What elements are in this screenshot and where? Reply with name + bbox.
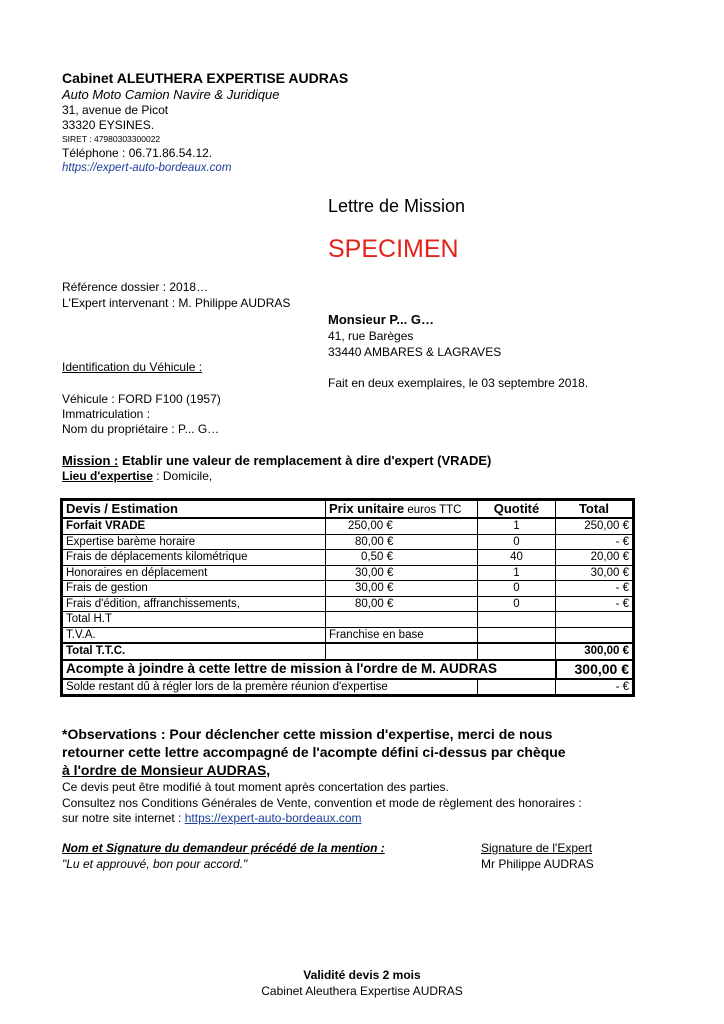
company-tagline: Auto Moto Camion Navire & Juridique [62, 87, 280, 102]
row-total: 250,00 € [556, 518, 633, 534]
table-row [63, 534, 633, 550]
row-qty [478, 627, 556, 643]
row-qty: 0 [478, 534, 556, 550]
vehicle-owner: Nom du propriétaire : P... G… [62, 422, 220, 436]
footer-validity: Validité devis 2 mois [303, 968, 421, 982]
total-ttc-empty [326, 643, 478, 660]
vehicle-model: Véhicule : FORD F100 (1957) [62, 392, 221, 406]
table-row [63, 550, 633, 566]
recipient-street: 41, rue Barèges [328, 329, 414, 343]
total-ttc-value: 300,00 € [556, 643, 633, 660]
row-price: 30,00 € [326, 581, 478, 597]
table-row [63, 581, 633, 597]
row-total [556, 612, 633, 628]
table-row [63, 612, 633, 628]
row-qty: 0 [478, 581, 556, 597]
observations-line-6 [62, 811, 362, 825]
acompte-value: 300,00 € [556, 660, 633, 679]
row-label: T.V.A. [63, 627, 326, 643]
signature-expert-title: Signature de l'Expert [481, 841, 593, 855]
row-label: Frais d'édition, affranchissements, [63, 596, 326, 612]
header-total: Total [556, 501, 633, 519]
company-address-city: 33320 EYSINES. [62, 118, 155, 132]
table-header-row [63, 501, 633, 519]
website-prefix: sur notre site internet : [62, 811, 185, 825]
devis-table [62, 500, 633, 695]
observations-line-4: Ce devis peut être modifié à tout moment après concertation des parties. [62, 780, 449, 794]
solde-value: - € [556, 679, 633, 695]
company-siret: SIRET : 47980303300022 [62, 134, 161, 144]
mission-label: Mission : [62, 453, 119, 468]
row-total: - € [556, 534, 633, 550]
header-quotite: Quotité [478, 501, 556, 519]
header-prix: Prix unitaire euros TTC [326, 501, 478, 519]
total-ttc-row [63, 643, 633, 660]
row-price: 0,50 € [326, 550, 478, 566]
total-ttc-empty [478, 643, 556, 660]
observations-line-3: à l'ordre de Monsieur AUDRAS, [62, 762, 271, 778]
document-title: Lettre de Mission [328, 196, 466, 216]
observations-line-2: retourner cette lettre accompagné de l'acompte défini ci-dessus par chèque [62, 744, 566, 760]
row-total: - € [556, 581, 633, 597]
row-qty: 0 [478, 596, 556, 612]
row-qty: 1 [478, 518, 556, 534]
lieu-line [62, 469, 212, 483]
row-qty: 40 [478, 550, 556, 566]
row-price: Franchise en base [326, 627, 478, 643]
lieu-label: Lieu d'expertise [62, 469, 153, 483]
signature-applicant-title: Nom et Signature du demandeur précédé de la mention : [62, 841, 385, 855]
row-label: Forfait VRADE [63, 518, 326, 534]
header-devis: Devis / Estimation [63, 501, 326, 519]
lieu-text: : Domicile, [152, 469, 213, 483]
row-price: 30,00 € [326, 565, 478, 581]
row-label: Total H.T [63, 612, 326, 628]
observations-line-1: *Observations : Pour déclencher cette mission d'expertise, merci de nous [62, 726, 553, 742]
row-total: 20,00 € [556, 550, 633, 566]
signature-applicant-mention: "Lu et approuvé, bon pour accord." [62, 857, 248, 871]
mission-text: Etablir une valeur de remplacement à dire d'expert (VRADE) [118, 453, 492, 468]
observations-line-5: Consultez nos Conditions Générales de Vente, convention et mode de règlement des honoraires : [62, 796, 582, 810]
row-label: Frais de gestion [63, 581, 326, 597]
row-total [556, 627, 633, 643]
solde-label: Solde restant dû à régler lors de la premère réunion d'expertise [63, 679, 478, 695]
row-label: Expertise barème horaire [63, 534, 326, 550]
company-name: Cabinet ALEUTHERA EXPERTISE AUDRAS [62, 70, 349, 86]
footer-company: Cabinet Aleuthera Expertise AUDRAS [261, 984, 463, 998]
company-address-street: 31, avenue de Picot [62, 103, 169, 117]
recipient-city: 33440 AMBARES & LAGRAVES [328, 345, 502, 359]
specimen-mark: SPECIMEN [328, 235, 459, 263]
row-price: 80,00 € [326, 534, 478, 550]
website-link[interactable]: https://expert-auto-bordeaux.com [184, 811, 362, 825]
row-label: Frais de déplacements kilométrique [63, 550, 326, 566]
row-qty [478, 612, 556, 628]
recipient-name: Monsieur P... G… [328, 312, 434, 327]
reference-dossier: Référence dossier : 2018… [62, 280, 209, 294]
acompte-label: Acompte à joindre à cette lettre de mission à l'ordre de M. AUDRAS [63, 660, 556, 679]
acompte-row [63, 660, 633, 679]
solde-row [63, 679, 633, 695]
signature-expert-name: Mr Philippe AUDRAS [481, 857, 594, 871]
row-price: 80,00 € [326, 596, 478, 612]
table-row [63, 565, 633, 581]
table-row [63, 627, 633, 643]
expert-intervenant: L'Expert intervenant : M. Philippe AUDRAS [62, 296, 291, 310]
table-row [63, 596, 633, 612]
row-price: 250,00 € [326, 518, 478, 534]
vehicle-registration: Immatriculation : [62, 407, 151, 421]
total-ttc-label: Total T.T.C. [63, 643, 326, 660]
vehicle-section-title: Identification du Véhicule : [62, 360, 203, 374]
row-total: 30,00 € [556, 565, 633, 581]
table-row [63, 518, 633, 534]
mission-line [62, 453, 491, 468]
row-price [326, 612, 478, 628]
date-line: Fait en deux exemplaires, le 03 septembre 2018. [328, 376, 589, 390]
solde-empty [478, 679, 556, 695]
row-total: - € [556, 596, 633, 612]
company-website-link[interactable]: https://expert-auto-bordeaux.com [62, 162, 232, 174]
row-label: Honoraires en déplacement [63, 565, 326, 581]
row-qty: 1 [478, 565, 556, 581]
company-phone: Téléphone : 06.71.86.54.12. [62, 146, 213, 160]
